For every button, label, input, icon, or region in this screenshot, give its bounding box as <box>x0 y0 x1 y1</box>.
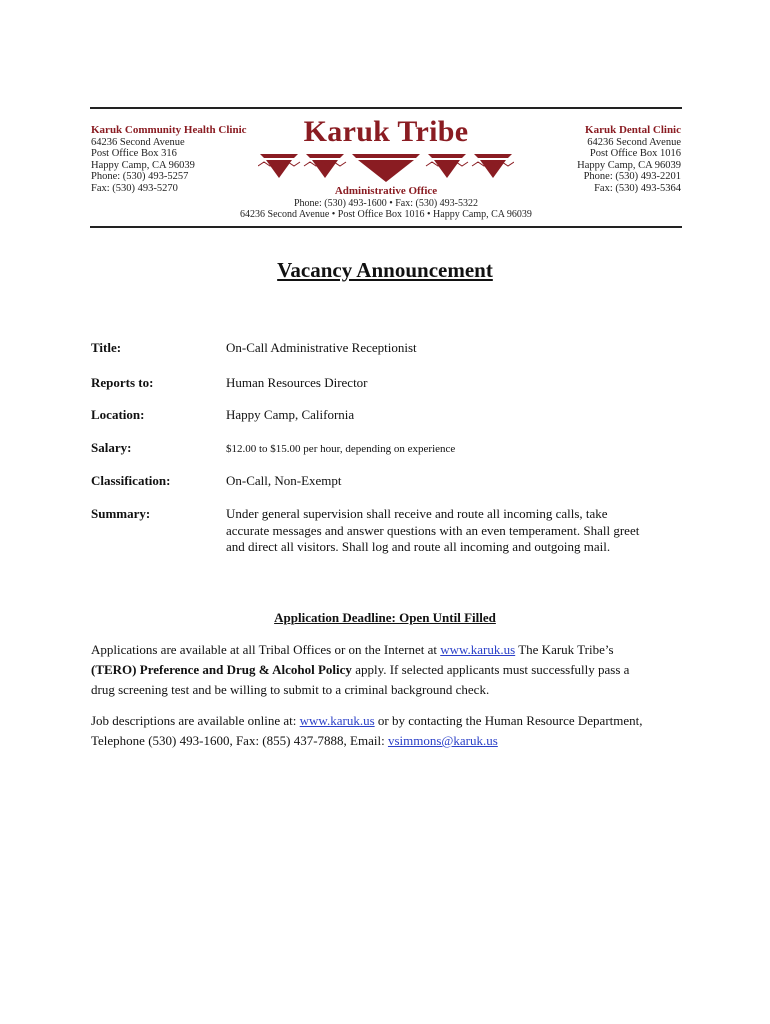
text-span: The Karuk Tribe’s <box>515 642 614 657</box>
dental-clinic-address <box>577 125 681 195</box>
text-span: Telephone (530) 493-1600, Fax: (855) 437-7888, Email: <box>91 733 388 748</box>
office-address: 64236 Second Avenue • Post Office Box 1016 • Happy Camp, CA 96039 <box>240 209 532 220</box>
office-name: Administrative Office <box>334 185 438 197</box>
address-line: Fax: (530) 493-5270 <box>91 182 178 194</box>
field-label-salary: Salary: <box>91 440 132 455</box>
field-value-classification: On-Call, Non-Exempt <box>226 473 342 488</box>
dental-clinic-name: Karuk Dental Clinic <box>585 124 681 136</box>
summary-line: accurate messages and answer questions with an even temperament. Shall greet <box>226 522 640 538</box>
field-value-salary: $12.00 to $15.00 per hour, depending on experience <box>226 443 456 455</box>
address-line: Phone: (530) 493-5257 <box>91 171 189 183</box>
application-deadline: Application Deadline: Open Until Filled <box>274 610 496 625</box>
summary-line: Under general supervision shall receive and route all incoming calls, take <box>226 506 608 521</box>
application-paragraph <box>91 640 691 700</box>
office-phone: Phone: (530) 493-1600 • Fax: (530) 493-5322 <box>293 197 479 209</box>
address-line: Happy Camp, CA 96039 <box>91 159 195 171</box>
address-line: Post Office Box 1016 <box>589 148 681 160</box>
policy-text: (TERO) Preference and Drug & Alcohol Policy <box>91 662 352 677</box>
bottom-rule <box>90 226 682 228</box>
field-label-location: Location: <box>91 407 145 422</box>
field-value-title: On-Call Administrative Receptionist <box>226 340 417 355</box>
text-span: or by contacting the Human Resource Department, <box>374 713 643 728</box>
field-value-reports-to: Human Resources Director <box>226 375 368 390</box>
address-line: Post Office Box 316 <box>91 148 177 160</box>
field-label-reports-to: Reports to: <box>91 375 154 390</box>
paragraph-line <box>91 711 691 731</box>
field-value-location: Happy Camp, California <box>226 407 355 422</box>
field-value-summary <box>226 506 639 556</box>
field-label-title: Title: <box>91 340 122 355</box>
address-line: 64236 Second Avenue <box>91 136 185 148</box>
field-label-summary: Summary: <box>91 506 151 521</box>
top-rule <box>90 107 682 109</box>
text-span: Job descriptions are available online at: <box>91 713 300 728</box>
tribe-logo <box>258 114 514 184</box>
job-description-paragraph <box>91 711 691 751</box>
paragraph-line: drug screening test and be willing to submit to a criminal background check. <box>91 682 490 697</box>
address-line: Fax: (530) 493-5364 <box>594 182 681 194</box>
website-link[interactable]: www.karuk.us <box>299 713 375 728</box>
text-span: apply. If selected applicants must successfully pass a <box>351 662 630 677</box>
paragraph-line <box>91 731 691 751</box>
tribe-name: Karuk Tribe <box>303 115 469 148</box>
page-title: Vacancy Announcement <box>277 258 493 282</box>
zigzag-emblem-icon <box>258 150 514 184</box>
address-line: Happy Camp, CA 96039 <box>577 159 681 171</box>
paragraph-line <box>91 660 691 680</box>
text-span: Applications are available at all Tribal Offices or on the Internet at <box>91 642 441 657</box>
health-clinic-address <box>91 125 247 195</box>
address-line: 64236 Second Avenue <box>587 136 681 148</box>
field-label-classification: Classification: <box>91 473 171 488</box>
summary-line: and direct all visitors. Shall log and route all incoming and outgoing mail. <box>226 539 611 554</box>
website-link[interactable]: www.karuk.us <box>440 642 516 657</box>
address-line: Phone: (530) 493-2201 <box>583 171 681 183</box>
health-clinic-name: Karuk Community Health Clinic <box>91 124 247 136</box>
paragraph-line <box>91 640 691 660</box>
administrative-office <box>230 186 542 221</box>
email-link[interactable]: vsimmons@karuk.us <box>387 733 498 748</box>
